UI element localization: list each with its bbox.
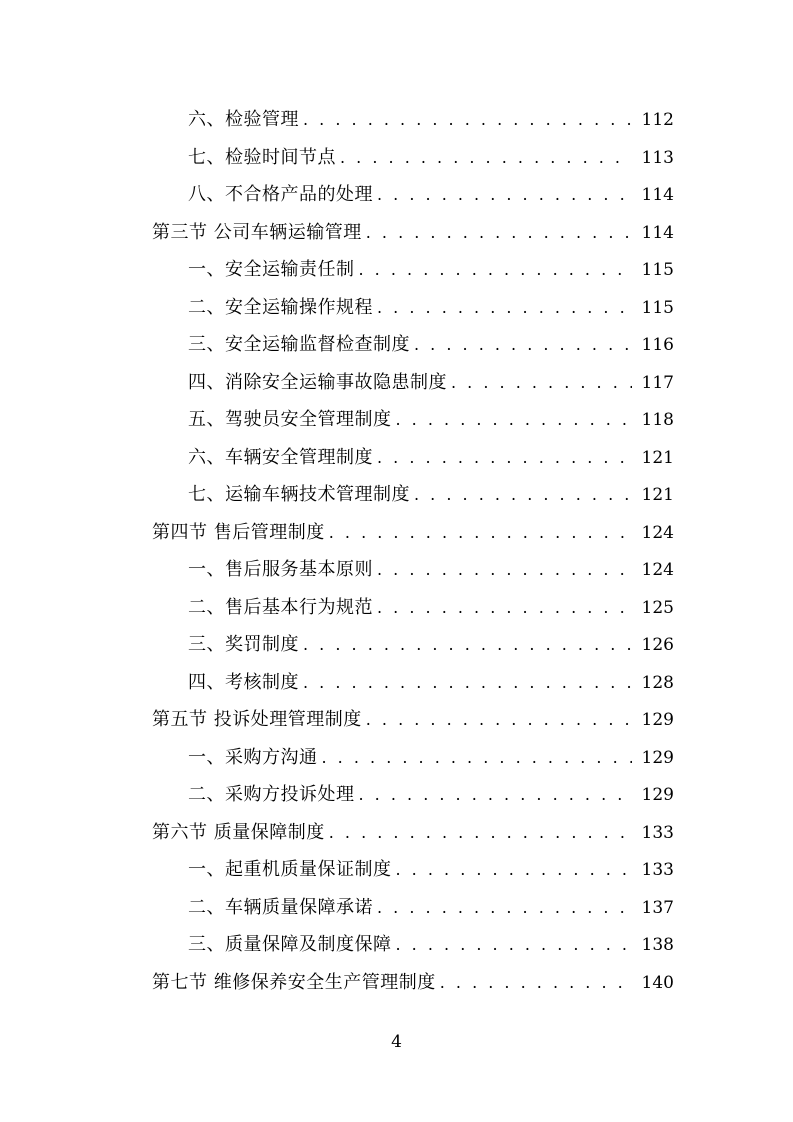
toc-entry-page: 128 [641, 672, 674, 693]
toc-entry[interactable] [152, 401, 674, 439]
toc-leader-dots [303, 101, 632, 139]
toc-leader-dots [377, 289, 632, 327]
toc-entry-label: 一、售后服务基本原则 [188, 559, 373, 580]
toc-leader-dots [359, 251, 632, 289]
toc-entry-label: 第三节 公司车辆运输管理 [152, 221, 362, 243]
toc-leader-dots [359, 776, 632, 814]
toc-leader-dots [396, 851, 632, 889]
toc-entry-page: 116 [641, 335, 674, 355]
toc-entry[interactable] [152, 851, 674, 889]
toc-entry-label: 第七节 维修保养安全生产管理制度 [152, 971, 436, 993]
toc-entry[interactable] [152, 739, 674, 777]
toc-leader-dots [414, 476, 632, 514]
toc-entry-label: 二、采购方投诉处理 [188, 784, 355, 805]
toc-leader-dots [377, 889, 632, 927]
toc-entry[interactable] [152, 101, 674, 139]
page-number: 4 [391, 1032, 402, 1052]
toc-entry[interactable] [152, 589, 674, 627]
toc-section-entry[interactable] [152, 514, 674, 552]
toc-entry-label: 六、检验管理 [188, 109, 299, 130]
toc-entry-page: 124 [641, 560, 674, 580]
toc-entry-label: 第六节 质量保障制度 [152, 821, 325, 843]
toc-entry-page: 138 [641, 935, 674, 955]
toc-entry[interactable] [152, 926, 674, 964]
toc-entry-label: 二、安全运输操作规程 [188, 296, 373, 318]
toc-entry[interactable] [152, 476, 674, 514]
toc-entry-page: 121 [641, 485, 674, 505]
toc-entry[interactable] [152, 551, 674, 589]
toc-entry-page: 129 [641, 747, 674, 768]
toc-entry-label: 七、检验时间节点 [188, 146, 336, 168]
toc-entry-page: 129 [641, 710, 674, 730]
toc-entry-page: 114 [641, 185, 674, 205]
toc-section-entry[interactable] [152, 814, 674, 852]
toc-entry-page: 125 [641, 597, 674, 618]
toc-entry[interactable] [152, 251, 674, 289]
toc-entry-label: 第五节 投诉处理管理制度 [152, 709, 362, 730]
toc-entry-page: 115 [641, 297, 674, 318]
toc-entry-page: 113 [641, 147, 674, 168]
toc-entry-label: 五、驾驶员安全管理制度 [188, 409, 392, 430]
toc-entry-page: 117 [641, 372, 674, 393]
toc-entry[interactable] [152, 326, 674, 364]
toc-entry-label: 六、车辆安全管理制度 [188, 446, 373, 468]
toc-leader-dots [396, 926, 632, 964]
toc-entry[interactable] [152, 176, 674, 214]
toc-entry-label: 二、售后基本行为规范 [188, 596, 373, 618]
toc-entry-page: 129 [641, 785, 674, 805]
toc-entry-page: 115 [641, 260, 674, 280]
toc-entry-page: 112 [641, 110, 674, 130]
table-of-contents [152, 101, 674, 1001]
toc-leader-dots [377, 439, 632, 477]
toc-section-entry[interactable] [152, 964, 674, 1002]
toc-entry-page: 137 [641, 897, 674, 918]
toc-entry-label: 三、安全运输监督检查制度 [188, 334, 410, 355]
toc-leader-dots [303, 664, 632, 702]
toc-leader-dots [340, 139, 632, 177]
toc-section-entry[interactable] [152, 701, 674, 739]
toc-entry-label: 八、不合格产品的处理 [188, 184, 373, 205]
toc-leader-dots [303, 626, 632, 664]
toc-entry-page: 140 [641, 972, 674, 993]
toc-entry-page: 133 [641, 860, 674, 880]
toc-entry[interactable] [152, 664, 674, 702]
toc-entry[interactable] [152, 139, 674, 177]
toc-leader-dots [329, 514, 632, 552]
toc-leader-dots [377, 589, 632, 627]
toc-entry-label: 四、考核制度 [188, 671, 299, 693]
toc-entry[interactable] [152, 439, 674, 477]
toc-leader-dots [377, 551, 632, 589]
toc-entry-page: 126 [641, 635, 674, 655]
toc-entry-label: 三、质量保障及制度保障 [188, 934, 392, 955]
toc-leader-dots [329, 814, 632, 852]
toc-entry-label: 一、起重机质量保证制度 [188, 859, 392, 880]
toc-entry[interactable] [152, 364, 674, 402]
toc-entry[interactable] [152, 776, 674, 814]
toc-leader-dots [366, 214, 632, 252]
toc-leader-dots [440, 964, 632, 1002]
toc-entry-label: 一、采购方沟通 [188, 746, 318, 768]
toc-entry-page: 133 [641, 822, 674, 843]
toc-leader-dots [322, 739, 632, 777]
toc-entry-page: 121 [641, 447, 674, 468]
toc-entry-page: 124 [641, 522, 674, 543]
toc-leader-dots [414, 326, 632, 364]
toc-entry-label: 一、安全运输责任制 [188, 259, 355, 280]
toc-entry-label: 第四节 售后管理制度 [152, 521, 325, 543]
toc-leader-dots [396, 401, 632, 439]
toc-entry-label: 二、车辆质量保障承诺 [188, 896, 373, 918]
toc-entry[interactable] [152, 889, 674, 927]
toc-leader-dots [451, 364, 632, 402]
toc-entry-label: 四、消除安全运输事故隐患制度 [188, 371, 447, 393]
toc-section-entry[interactable] [152, 214, 674, 252]
toc-leader-dots [377, 176, 632, 214]
toc-entry-page: 114 [641, 222, 674, 243]
toc-entry[interactable] [152, 626, 674, 664]
toc-entry-page: 118 [641, 410, 674, 430]
toc-entry-label: 七、运输车辆技术管理制度 [188, 484, 410, 505]
toc-entry[interactable] [152, 289, 674, 327]
toc-leader-dots [366, 701, 632, 739]
toc-entry-label: 三、奖罚制度 [188, 634, 299, 655]
